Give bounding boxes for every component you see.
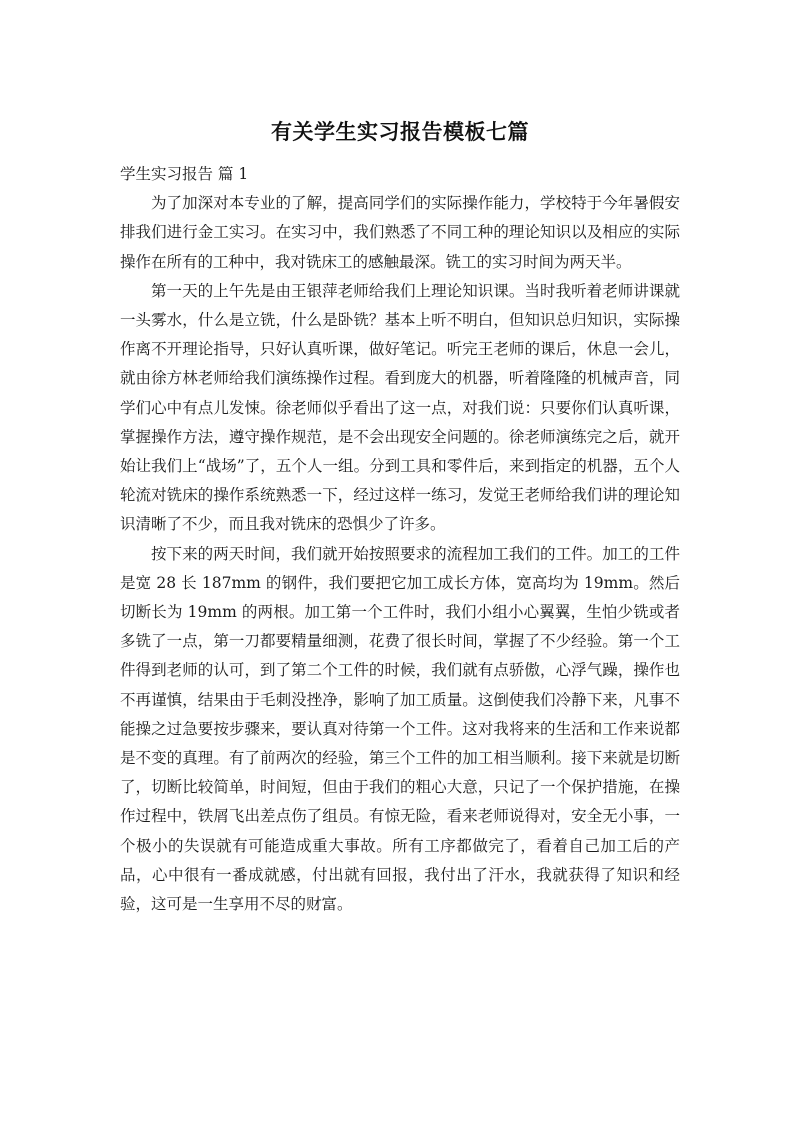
- document-body: [120, 160, 680, 919]
- paragraph-3: 按下来的两天时间，我们就开始按照要求的流程加工我们的工件。加工的工件是宽 28 长 187mm 的钢件，我们要把它加工成长方体，宽高均为 19mm。然后切断长为 19mm 的两根。加工第一个工件时，我们小组小心翼翼，生怕少铣或者多铣了一点，第一刀都要精量细测，花费了很长时间，掌握了不少经验。第一个工件得到老师的认可，到了第二个工件的时候，我们就有点骄傲，心浮气躁，操作也不再谨慎，结果由于毛刺没挫净，影响了加工质量。这倒使我们冷静下来，凡事不能操之过急要按步骤来，要认真对待第一个工件。这对我将来的生活和工作来说都是不变的真理。有了前两次的经验，第三个工件的加工相当顺利。接下来就是切断了，切断比较简单，时间短，但由于我们的粗心大意，只记了一个保护措施，在操作过程中，铁屑飞出差点伤了组员。有惊无险，看来老师说得对，安全无小事，一个极小的失误就有可能造成重大事故。所有工序都做完了，看着自己加工后的产品，心中很有一番成就感，付出就有回报，我付出了汗水，我就获得了知识和经验，这可是一生享用不尽的财富。: [120, 544, 680, 914]
- section-label: 学生实习报告 篇 1: [120, 165, 249, 183]
- document-title: 有关学生实习报告模板七篇: [271, 120, 529, 144]
- paragraph-1: 为了加深对本专业的了解，提高同学们的实际操作能力，学校特于今年暑假安排我们进行金工实习。在实习中，我们熟悉了不同工种的理论知识以及相应的实际操作在所有的工种中，我对铣床工的感触最深。铣工的实习时间为两天半。: [120, 194, 680, 271]
- paragraph-2: 第一天的上午先是由王银萍老师给我们上理论知识课。当时我听着老师讲课就一头雾水，什么是立铣，什么是卧铣？基本上听不明白，但知识总归知识，实际操作离不开理论指导，只好认真听课，做好笔记。听完王老师的课后，休息一会儿，就由徐方林老师给我们演练操作过程。看到庞大的机器，听着隆隆的机械声音，同学们心中有点儿发悚。徐老师似乎看出了这一点，对我们说：只要你们认真听课，掌握操作方法，遵守操作规范，是不会出现安全问题的。徐老师演练完之后，就开始让我们上“战场”了，五个人一组。分到工具和零件后，来到指定的机器，五个人轮流对铣床的操作系统熟悉一下，经过这样一练习，发觉王老师给我们讲的理论知识清晰了不少，而且我对铣床的恐惧少了许多。: [120, 281, 680, 534]
